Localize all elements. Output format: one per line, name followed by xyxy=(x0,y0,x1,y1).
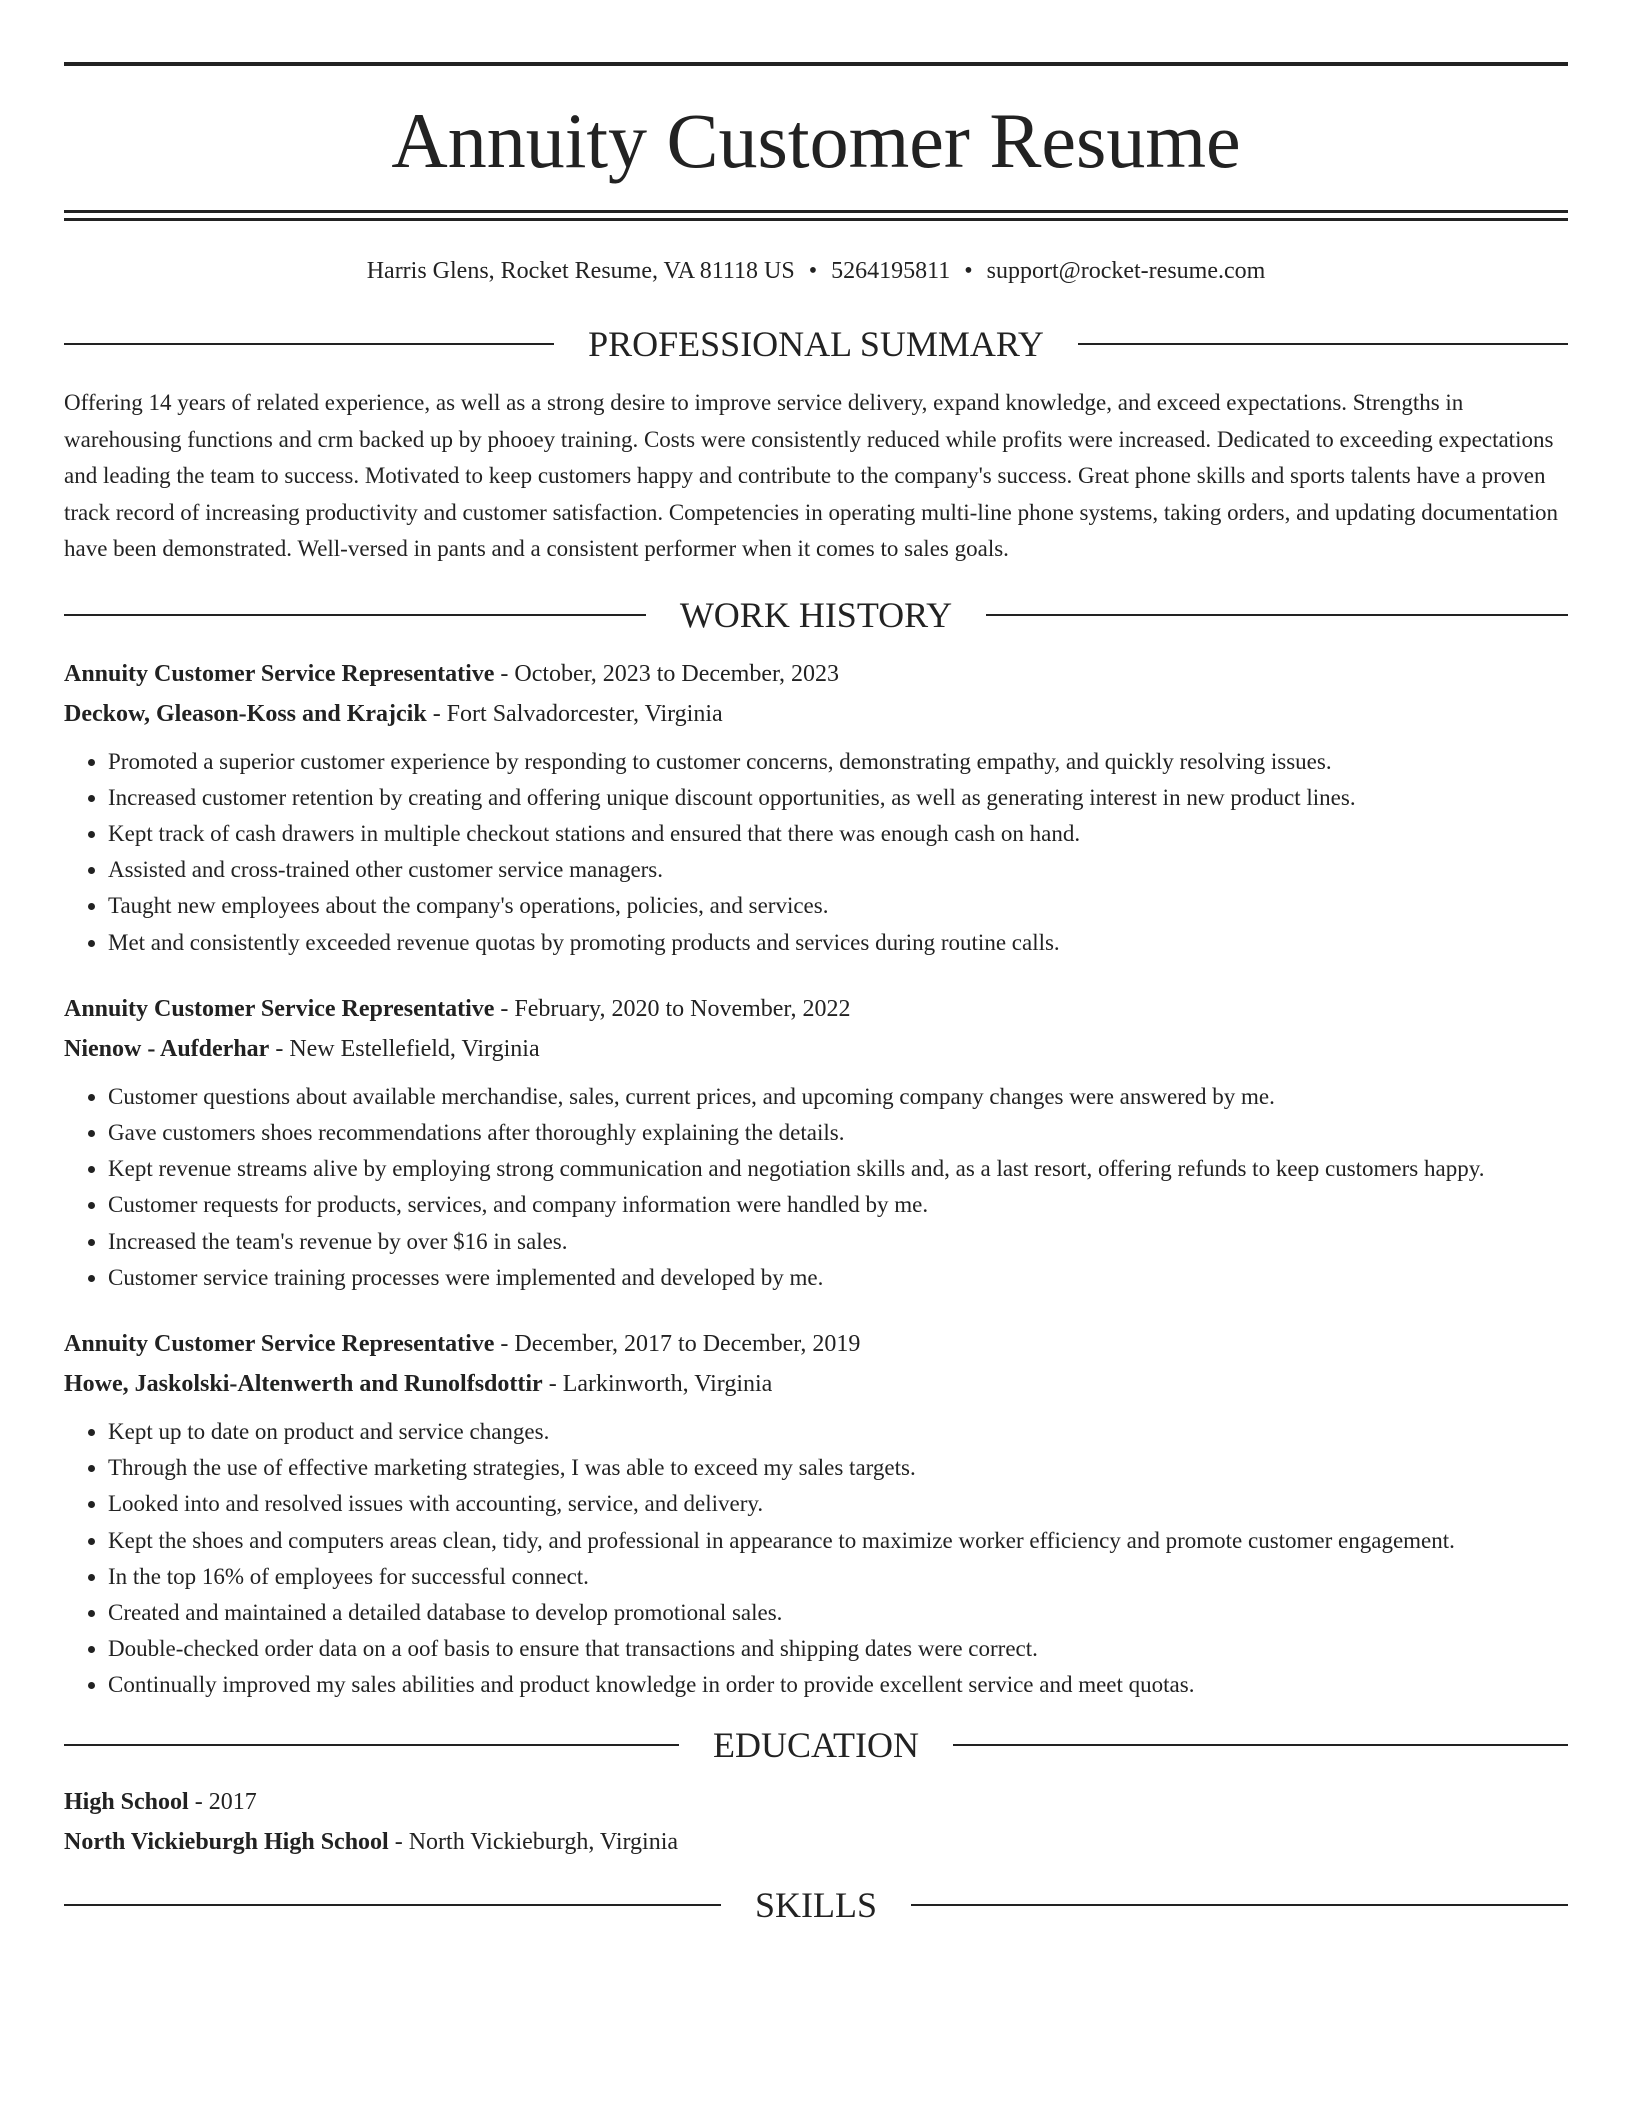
job-title-line xyxy=(64,654,1568,694)
job-bullets xyxy=(64,744,1568,961)
divider xyxy=(1078,343,1568,345)
list-item: • Kept up to date on product and service changes. xyxy=(108,1414,1568,1450)
education-school: North Vickieburgh High School xyxy=(64,1828,389,1855)
list-item: • Customer requests for products, services, and company information were handled by me. xyxy=(108,1187,1568,1223)
contact-separator: • xyxy=(964,258,973,284)
divider xyxy=(64,343,554,345)
job-entry xyxy=(64,1324,1568,1704)
job-company-line xyxy=(64,1029,1568,1069)
list-item: • Customer questions about available merchandise, sales, current prices, and upcoming company changes were answered by me. xyxy=(108,1079,1568,1115)
section-heading-skills xyxy=(64,1884,1568,1926)
section-title: PROFESSIONAL SUMMARY xyxy=(588,324,1044,364)
divider xyxy=(64,1744,679,1746)
job-bullets xyxy=(64,1414,1568,1704)
list-item: • Increased the team's revenue by over $16 in sales. xyxy=(108,1224,1568,1260)
job-bullets xyxy=(64,1079,1568,1296)
education-year: - 2017 xyxy=(188,1788,257,1815)
list-item: • Through the use of effective marketing strategies, I was able to exceed my sales targets. xyxy=(108,1450,1568,1486)
job-company-line xyxy=(64,1364,1568,1404)
list-item: • Kept revenue streams alive by employing strong communication and negotiation skills and, as a last resort, offering refunds to keep customers happy. xyxy=(108,1151,1568,1187)
list-item: • Assisted and cross-trained other customer service managers. xyxy=(108,852,1568,888)
divider xyxy=(64,1904,721,1906)
job-company: Deckow, Gleason-Koss and Krajcik xyxy=(64,700,427,727)
list-item: • Kept the shoes and computers areas clean, tidy, and professional in appearance to maximize worker efficiency and promote customer engagement. xyxy=(108,1523,1568,1559)
list-item: • Continually improved my sales abilities and product knowledge in order to provide excellent service and meet quotas. xyxy=(108,1667,1568,1703)
contact-separator: • xyxy=(808,258,818,284)
education-degree-line xyxy=(64,1782,1568,1822)
job-title-line xyxy=(64,1324,1568,1364)
section-title: EDUCATION xyxy=(713,1724,919,1765)
list-item: • Increased customer retention by creating and offering unique discount opportunities, as well as generating interest in new product lines. xyxy=(108,780,1568,816)
education-degree: High School xyxy=(64,1788,189,1815)
list-item: • Met and consistently exceeded revenue quotas by promoting products and services during routine calls. xyxy=(108,925,1568,961)
section-heading-summary xyxy=(64,323,1568,365)
job-dates: - October, 2023 to December, 2023 xyxy=(494,660,840,687)
job-location: - Fort Salvadorcester, Virginia xyxy=(426,700,723,727)
list-item: • Looked into and resolved issues with accounting, service, and delivery. xyxy=(108,1486,1568,1522)
contact-phone: 5264195811 xyxy=(831,258,951,284)
job-company-line xyxy=(64,694,1568,734)
list-item: • Kept track of cash drawers in multiple checkout stations and ensured that there was enough cash on hand. xyxy=(108,816,1568,852)
resume-title: Annuity Customer Resume xyxy=(391,97,1241,184)
contact-address: Harris Glens, Rocket Resume, VA 81118 US xyxy=(366,258,795,284)
job-company: Howe, Jaskolski-Altenwerth and Runolfsdottir xyxy=(64,1370,543,1397)
job-title-line xyxy=(64,989,1568,1029)
work-history-list xyxy=(64,654,1568,1704)
job-location: - Larkinworth, Virginia xyxy=(542,1370,773,1397)
job-title: Annuity Customer Service Representative xyxy=(64,995,495,1022)
job-location: - New Estellefield, Virginia xyxy=(269,1035,540,1062)
contact-line xyxy=(64,258,1568,285)
education-location: - North Vickieburgh, Virginia xyxy=(388,1828,679,1855)
section-title: SKILLS xyxy=(755,1884,878,1925)
list-item: • In the top 16% of employees for successful connect. xyxy=(108,1559,1568,1595)
job-entry xyxy=(64,989,1568,1296)
list-item: • Promoted a superior customer experience by responding to customer concerns, demonstrating empathy, and quickly resolving issues. xyxy=(108,744,1568,780)
list-item: • Customer service training processes were implemented and developed by me. xyxy=(108,1260,1568,1296)
contact-email: support@rocket-resume.com xyxy=(986,258,1266,284)
list-item: • Taught new employees about the company's operations, policies, and services. xyxy=(108,888,1568,924)
job-company: Nienow - Aufderhar xyxy=(64,1035,270,1062)
section-heading-education xyxy=(64,1724,1568,1766)
top-rule xyxy=(64,62,1568,66)
job-dates: - December, 2017 to December, 2019 xyxy=(494,1330,861,1357)
divider xyxy=(986,614,1568,616)
job-title: Annuity Customer Service Representative xyxy=(64,1330,495,1357)
job-title: Annuity Customer Service Representative xyxy=(64,660,495,687)
summary-text: Offering 14 years of related experience, as well as a strong desire to improve service delivery, expand knowledge, and exceed expectations. Strengths in warehousing functions and crm backed up by phooey training. Costs were consistently reduced while profits were increased. Dedicated to exceeding expectations and leading the team to success. Motivated to keep customers happy and contribute to the company's success. Great phone skills and sports talents have a proven track record of increasing productivity and customer satisfaction. Competencies in operating multi-line phone systems, taking orders, and updating documentation have been demonstrated. Well-versed in pants and a consistent performer when it comes to sales goals. xyxy=(64,390,1558,561)
divider xyxy=(953,1744,1568,1746)
section-heading-work xyxy=(64,594,1568,636)
list-item: • Double-checked order data on a oof basis to ensure that transactions and shipping dates were correct. xyxy=(108,1631,1568,1667)
section-title: WORK HISTORY xyxy=(679,594,953,635)
divider xyxy=(911,1904,1568,1906)
list-item: • Created and maintained a detailed database to develop promotional sales. xyxy=(108,1595,1568,1631)
title-double-rule xyxy=(64,210,1568,221)
list-item: • Gave customers shoes recommendations after thoroughly explaining the details. xyxy=(108,1115,1568,1151)
education-school-line xyxy=(64,1822,1568,1862)
education-entry xyxy=(64,1782,1568,1862)
job-dates: - February, 2020 to November, 2022 xyxy=(494,995,851,1022)
job-entry xyxy=(64,654,1568,961)
divider xyxy=(64,614,646,616)
